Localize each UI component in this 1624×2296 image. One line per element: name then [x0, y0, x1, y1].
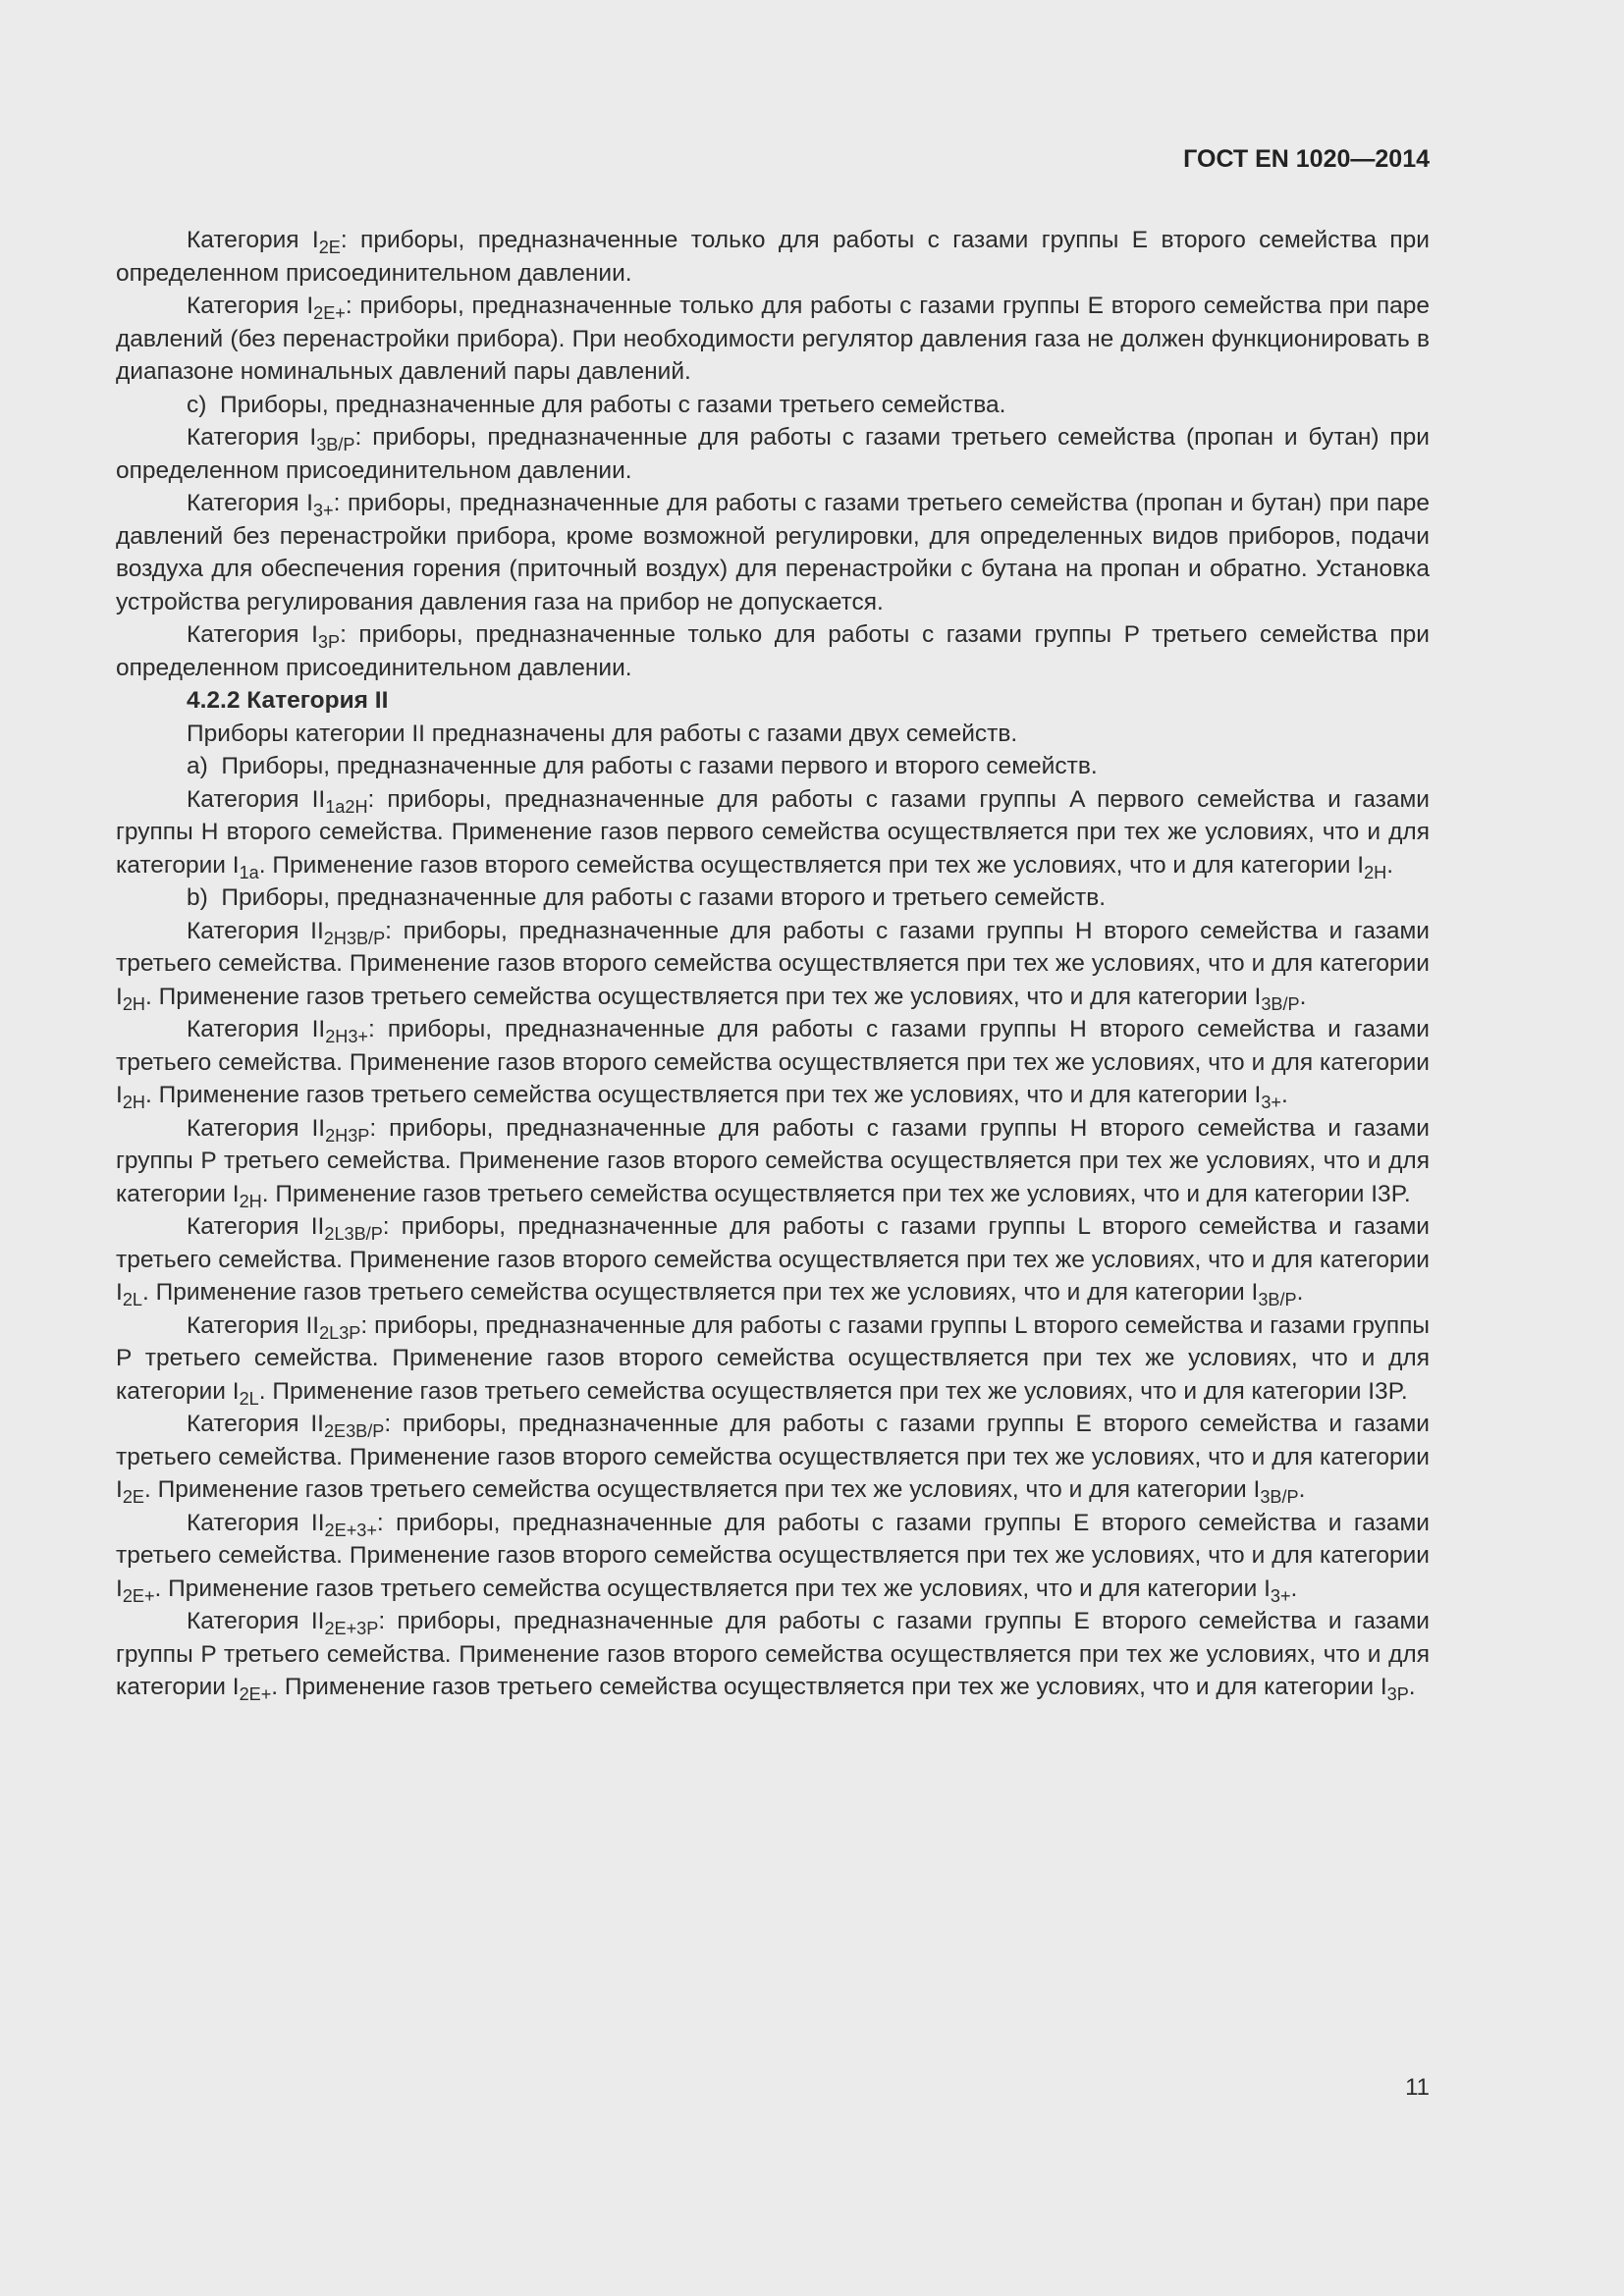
text-run: : приборы, предназначенные для работы с газами группы H второго семейства и газами третьего семейства. Применение газов второго семейства осуществляется при тех же условиях, что и для категории I [116, 917, 1430, 1010]
text-run: : приборы, предназначенные для работы с газами группы L второго семейства и газами группы P третьего семейства. Применение газов второго семейства осуществляется при тех же условиях, что и для категории I [116, 1311, 1430, 1405]
subscript: 1a2H [325, 796, 368, 817]
text-run: Категория I [187, 621, 318, 648]
subscript: 3B/P [316, 434, 355, 454]
text-run: : приборы, предназначенные для работы с газами группы H второго семейства и газами группы P третьего семейства. Применение газов второго семейства осуществляется при тех же условиях, что и для категории I [116, 1114, 1430, 1207]
text-run: . Применение газов третьего семейства осуществляется при тех же условиях, что и для категории I [144, 1082, 1262, 1108]
text-run: . Применение газов третьего семейства осуществляется при тех же условиях, что и для категории I [144, 983, 1262, 1010]
text-run: Категория I [187, 227, 319, 253]
subscript: 3B/P [1260, 1486, 1299, 1507]
text-run: : приборы, предназначенные для работы с газами третьего семейства (пропан и бутан) при паре давлений без перенастройки прибора, кроме возможной регулировки, для определенных видов приборов, подачи воздуха для обеспечения горения (приточный воздух) для перенастройки с бутана на пропан и обратно. Установка устройства регулирования давления газа на прибор не допускается. [116, 490, 1430, 615]
section-heading [116, 684, 1430, 718]
subscript: 2L3P [319, 1322, 361, 1343]
text-run: . Применение газов второго семейства осуществляется при тех же условиях, что и для категории I [258, 851, 1365, 879]
subscript: 2E [122, 1486, 144, 1507]
subscript: 2L [239, 1388, 259, 1409]
text-run: Категория II [187, 1608, 325, 1634]
text-run: : приборы, предназначенные для работы с газами группы E второго семейства и газами третьего семейства. Применение газов второго семейства осуществляется при тех же условиях, что и для категории I [116, 1509, 1430, 1602]
text-run: : приборы, предназначенные для работы с газами группы E второго семейства и газами группы P третьего семейства. Применение газов второго семейства осуществляется при тех же условиях, что и для категории I [116, 1608, 1430, 1700]
subscript: 3P [317, 631, 341, 652]
paragraph [116, 881, 1430, 915]
paragraph [116, 750, 1430, 783]
text-run: : приборы, предназначенные для работы с газами группы L второго семейства и газами третьего семейства. Применение газов второго семейства осуществляется при тех же условиях, что и для категории I [116, 1213, 1430, 1306]
text-run: . Применение газов третьего семейства осуществляется при тех же условиях, что и для категории I [154, 1575, 1271, 1602]
text-run: . [1299, 983, 1307, 1010]
subscript: 2H [239, 1191, 262, 1211]
text-run: . Применение газов третьего семейства осуществляется при тех же условиях, что и для категории I3P. [261, 1180, 1411, 1207]
paragraph [116, 1309, 1430, 1409]
text-run: Категория II [187, 1411, 324, 1437]
text-run: Категория II [187, 785, 326, 813]
text-run: a) Приборы, предназначенные для работы с газами первого и второго семейств. [187, 753, 1098, 779]
text-run: . [1296, 1279, 1304, 1306]
text-run: : приборы, предназначенные только для работы с газами группы E второго семейства при паре давлений (без перенастройки прибора). При необходимости регулятор давления газа не должен функционировать в диапазоне номинальных давлений пары давлений. [116, 293, 1430, 385]
subscript: 3P [1386, 1683, 1409, 1704]
paragraph [116, 1507, 1430, 1606]
text-run: Категория II [187, 917, 324, 944]
text-run: Категория II [187, 1213, 325, 1240]
subscript: 3B/P [1258, 1289, 1297, 1309]
text-run: : приборы, предназначенные для работы с газами третьего семейства (пропан и бутан) при определенном присоединительном давлении. [116, 424, 1430, 484]
text-run: 4.2.2 Категория II [187, 687, 389, 714]
text-run: . [1290, 1575, 1298, 1602]
subscript: 2E3B/P [323, 1420, 385, 1441]
paragraph [116, 618, 1430, 684]
paragraph [116, 1013, 1430, 1112]
paragraph [116, 1210, 1430, 1309]
document-body [116, 224, 1430, 1704]
subscript: 2H [122, 993, 145, 1014]
subscript: 2H [1364, 862, 1387, 882]
text-run: c) Приборы, предназначенные для работы с газами третьего семейства. [187, 391, 1006, 418]
text-run: . Применение газов третьего семейства осуществляется при тех же условиях, что и для категории I [141, 1279, 1259, 1306]
text-run: : приборы, предназначенные только для работы с газами группы P третьего семейства при определенном присоединительном давлении. [116, 621, 1430, 681]
subscript: 2H [122, 1092, 145, 1112]
subscript: 2H3+ [325, 1026, 368, 1046]
text-run: Категория II [187, 1311, 320, 1339]
subscript: 3B/P [1261, 993, 1300, 1014]
text-run: : приборы, предназначенные для работы с газами группы A первого семейства и газами группы H второго семейства. Применение газов первого семейства осуществляется при тех же условиях, что и для категории I [116, 785, 1430, 879]
subscript: 2E [318, 237, 341, 257]
text-run: . [1298, 1476, 1306, 1503]
text-run: Категория II [187, 1509, 325, 1536]
text-run: . [1280, 1082, 1288, 1108]
paragraph [116, 487, 1430, 618]
paragraph [116, 783, 1430, 882]
paragraph [116, 1112, 1430, 1211]
subscript: 2E+ [313, 302, 346, 323]
paragraph [116, 915, 1430, 1014]
paragraph [116, 389, 1430, 422]
subscript: 2E+ [239, 1683, 272, 1704]
subscript: 2H3P [325, 1125, 370, 1146]
subscript: 3+ [1261, 1092, 1281, 1112]
text-run: : приборы, предназначенные только для работы с газами группы E второго семейства при определенном присоединительном давлении. [116, 227, 1430, 287]
paragraph [116, 718, 1430, 751]
text-run: Категория II [187, 1114, 326, 1142]
subscript: 2L3B/P [324, 1223, 383, 1244]
text-run: . Применение газов третьего семейства осуществляется при тех же условиях, что и для категории I [143, 1476, 1261, 1503]
subscript: 3+ [312, 500, 334, 520]
paragraph [116, 290, 1430, 389]
subscript: 2L [122, 1289, 142, 1309]
text-run: . Применение газов третьего семейства осуществляется при тех же условиях, что и для категории I [271, 1674, 1387, 1700]
text-run: b) Приборы, предназначенные для работы с газами второго и третьего семейств. [187, 884, 1107, 911]
text-run: Категория I [187, 293, 314, 319]
paragraph [116, 1605, 1430, 1704]
paragraph [116, 224, 1430, 290]
subscript: 2H3B/P [323, 928, 386, 948]
text-run: : приборы, предназначенные для работы с газами группы H второго семейства и газами третьего семейства. Применение газов второго семейства осуществляется при тех же условиях, что и для категории I [116, 1016, 1430, 1108]
paragraph [116, 421, 1430, 487]
paragraph [116, 1408, 1430, 1507]
subscript: 3+ [1270, 1585, 1291, 1606]
text-run: . [1408, 1674, 1416, 1700]
text-run: Категория II [187, 1016, 326, 1042]
text-run: Категория I [187, 424, 317, 451]
text-run: . [1386, 851, 1394, 879]
subscript: 2E+3P [324, 1618, 379, 1638]
page-number: 11 [1405, 2074, 1430, 2101]
subscript: 1a [239, 862, 259, 882]
text-run: . Применение газов третьего семейства осуществляется при тех же условиях, что и для категории I3P. [258, 1377, 1408, 1405]
text-run: Приборы категории II предназначены для работы с газами двух семейств. [187, 720, 1018, 747]
subscript: 2E+3+ [324, 1520, 377, 1540]
document-header: ГОСТ EN 1020—2014 [1183, 145, 1430, 173]
text-run: : приборы, предназначенные для работы с газами группы E второго семейства и газами третьего семейства. Применение газов второго семейства осуществляется при тех же условиях, что и для категории I [116, 1411, 1430, 1503]
text-run: Категория I [187, 490, 313, 516]
subscript: 2E+ [122, 1585, 155, 1606]
